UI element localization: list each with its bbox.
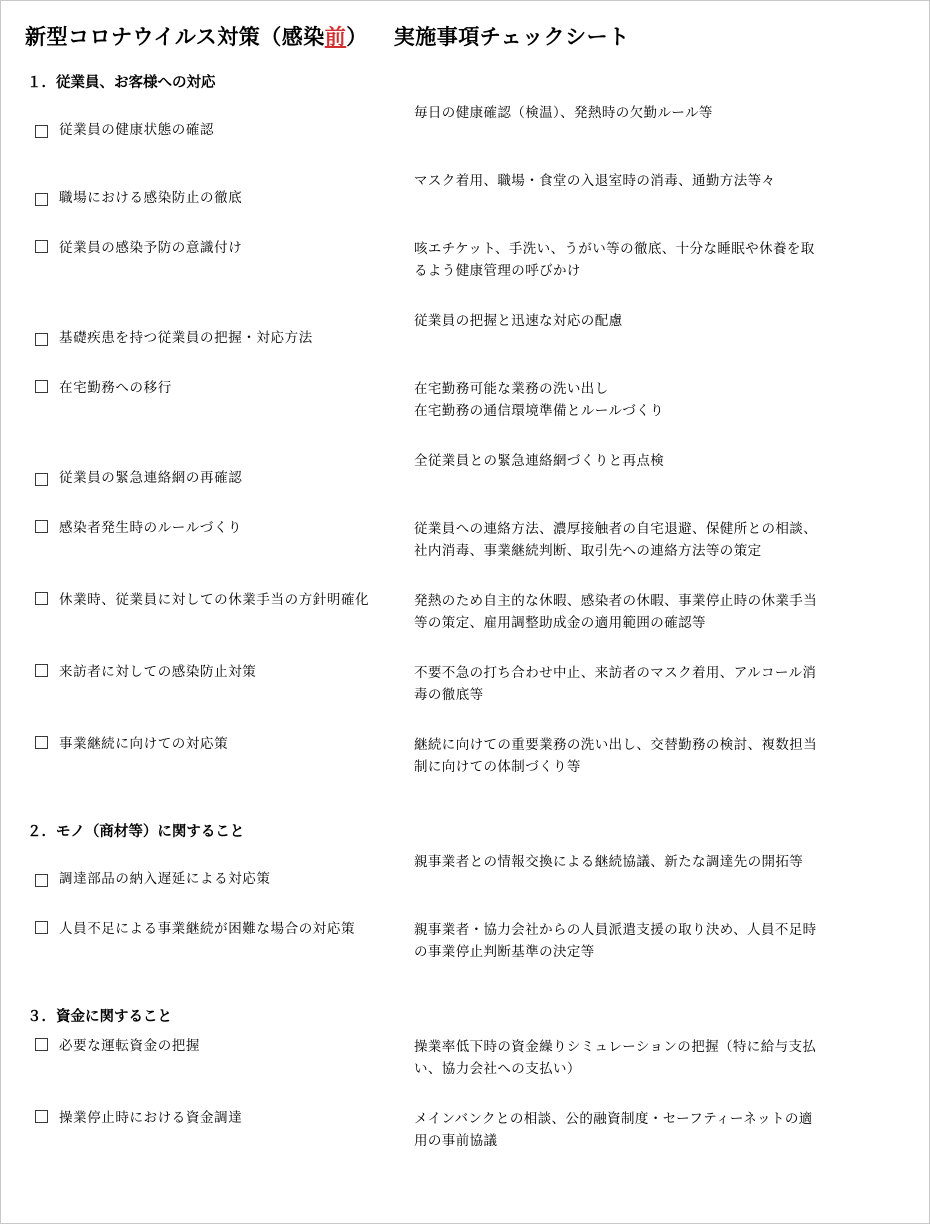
description-line: 制に向けての体制づくり等 [414,758,581,774]
checklist-row[interactable] [23,728,907,800]
checkbox-cell[interactable] [23,331,59,346]
checkbox-cell[interactable] [23,378,59,393]
checklist-item-label: 事業継続に向けての対応策 [59,736,229,751]
description-line: 親事業者との情報交換による継続協議、新たな調達先の開拓等 [414,854,804,869]
description-line: の事業停止判断基準の決定等 [414,943,595,959]
checklist-item-label: 来訪者に対しての感染防止対策 [59,664,257,679]
checklist-item-label: 職場における感染防止の徹底 [59,189,243,205]
checkbox-icon[interactable] [35,1110,48,1123]
checkbox-icon[interactable] [35,874,48,887]
checklist-item-description [414,662,907,705]
checklist-item-description [414,310,907,332]
checkbox-cell[interactable] [23,734,59,749]
checkbox-cell[interactable] [23,872,59,887]
checklist-item-description [414,450,907,472]
checklist-row[interactable] [23,1030,907,1102]
checklist-item-label: 休業時、従業員に対しての休業手当の方針明確化 [59,592,370,607]
description-line: 在宅勤務可能な業務の洗い出し [414,381,609,396]
checkbox-cell[interactable] [23,471,59,486]
description-line: マスク着用、職場・食堂の入退室時の消毒、通勤方法等々 [414,173,776,188]
checklist-item-label: 従業員の緊急連絡網の再確認 [59,469,243,485]
checklist-item-description [414,851,907,873]
description-line: 在宅勤務の通信環境準備とルールづくり [414,402,664,418]
description-line: 用の事前協議 [414,1132,498,1148]
checkbox-cell[interactable] [23,123,59,138]
checklist-row[interactable] [23,512,907,584]
checklist-item-label: 在宅勤務への移行 [59,380,172,395]
checkbox-cell[interactable] [23,518,59,533]
title-before: 新型コロナウイルス対策（感染 [25,25,325,49]
description-line: 継続に向けての重要業務の洗い出し、交替勤務の検討、複数担当 [414,737,818,752]
checklist-item-label: 必要な運転資金の把握 [59,1038,200,1053]
checklist-row[interactable] [23,656,907,728]
checklist-row[interactable] [23,584,907,656]
checklist-section-1 [23,96,907,800]
description-line: 咳エチケット、手洗い、うがい等の徹底、十分な睡眠や休養を取 [414,241,815,256]
section-heading-3: ３．資金に関すること [27,1009,172,1025]
checklist-item-description [414,1108,907,1151]
checkbox-cell[interactable] [23,191,59,206]
checkbox-icon[interactable] [35,592,48,605]
checklist-row[interactable] [23,444,907,512]
checkbox-icon[interactable] [35,240,48,253]
checkbox-icon[interactable] [35,736,48,749]
section-heading-1: １．従業員、お客様への対応 [27,75,216,91]
description-line: い、協力会社への支払い） [414,1060,581,1076]
checklist-item-description [414,378,907,421]
checklist-item-label: 調達部品の納入遅延による対応策 [59,870,271,886]
checkbox-cell[interactable] [23,238,59,253]
checklist-item-description [414,238,907,281]
description-line: メインバンクとの相談、公的融資制度・セーフティーネットの適 [414,1111,813,1126]
description-line: 不要不急の打ち合わせ中止、来訪者のマスク着用、アルコール消 [414,665,817,680]
checkbox-icon[interactable] [35,1038,48,1051]
checklist-item-description [414,919,907,962]
description-line: 従業員への連絡方法、濃厚接触者の自宅退避、保健所との相談、 [414,521,818,536]
checkbox-cell[interactable] [23,590,59,605]
checklist-section-3 [23,1030,907,1174]
checklist-item-description [414,102,907,124]
checklist-item-description [414,518,907,561]
checkbox-icon[interactable] [35,193,48,206]
checkbox-icon[interactable] [35,125,48,138]
checklist-row[interactable] [23,304,907,372]
checklist-row[interactable] [23,96,907,164]
document-body [23,71,907,1174]
checklist-section-2 [23,845,907,985]
description-line: 毒の徹底等 [414,686,484,702]
checkbox-icon[interactable] [35,520,48,533]
description-line: 等の策定、雇用調整助成金の適用範囲の確認等 [414,614,706,630]
checklist-row[interactable] [23,232,907,304]
checklist-row[interactable] [23,1102,907,1174]
title-after: ） [346,25,368,49]
description-line: 親事業者・協力会社からの人員派遣支援の取り決め、人員不足時 [414,922,817,937]
description-line: 毎日の健康確認（検温）、発熱時の欠勤ルール等 [414,105,713,120]
checklist-row[interactable] [23,845,907,913]
checkbox-icon[interactable] [35,333,48,346]
description-line: るよう健康管理の呼びかけ [414,262,581,278]
checklist-item-description [414,590,907,633]
checkbox-cell[interactable] [23,1036,59,1051]
checklist-row[interactable] [23,913,907,985]
checklist-item-label: 操業停止時における資金調達 [59,1110,243,1125]
page-title [25,21,907,51]
description-line: 操業率低下時の資金繰りシミュレーションの把握（特に給与支払 [414,1039,817,1054]
description-line: 全従業員との緊急連絡網づくりと再点検 [414,453,665,468]
description-line: 従業員の把握と迅速な対応の配慮 [414,313,623,328]
checkbox-icon[interactable] [35,664,48,677]
checklist-item-label: 基礎疾患を持つ従業員の把握・対応方法 [59,329,313,345]
section-heading-2: ２．モノ（商材等）に関すること [27,824,245,840]
checklist-item-description [414,1036,907,1079]
checklist-item-label: 人員不足による事業継続が困難な場合の対応策 [59,921,356,936]
checklist-item-label: 従業員の感染予防の意識付け [59,240,243,255]
checkbox-cell[interactable] [23,662,59,677]
checkbox-cell[interactable] [23,1108,59,1123]
checkbox-cell[interactable] [23,919,59,934]
description-line: 社内消毒、事業継続判断、取引先への連絡方法等の策定 [414,542,762,558]
checklist-item-label: 従業員の健康状態の確認 [59,121,215,137]
checkbox-icon[interactable] [35,921,48,934]
checkbox-icon[interactable] [35,473,48,486]
description-line: 発熱のため自主的な休暇、感染者の休暇、事業停止時の休業手当 [414,593,818,608]
checklist-row[interactable] [23,164,907,232]
title-suffix: 実施事項チェックシート [393,25,630,49]
checkbox-icon[interactable] [35,380,48,393]
checklist-item-description [414,170,907,192]
title-highlight: 前 [324,25,347,49]
checklist-row[interactable] [23,372,907,444]
checklist-item-label: 感染者発生時のルールづくり [59,520,243,535]
checklist-item-description [414,734,907,777]
